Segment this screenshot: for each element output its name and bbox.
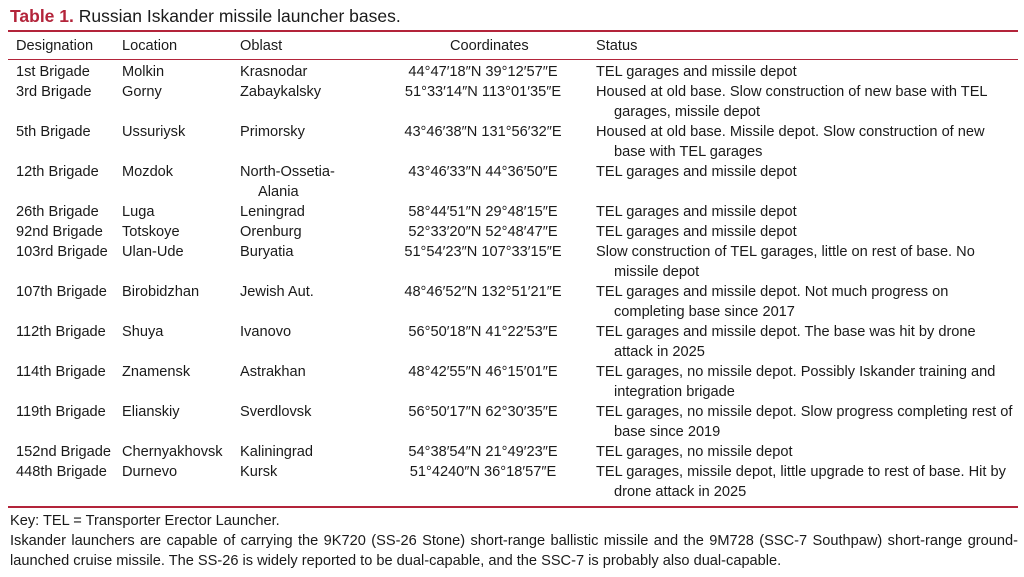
cell-oblast: North-Ossetia-Alania [240,164,335,200]
cell-status: TEL garages and missile depot [596,64,797,80]
cell-status: TEL garages and missile depot. Not much progress on completing base since 2017 [596,284,949,320]
column-header-oblast: Oblast [240,38,283,54]
cell-oblast: Buryatia [240,244,294,260]
cell-status: Housed at old base. Slow construction of new base with TEL garages, missile depot [596,84,988,120]
table-body [8,59,1018,502]
cell-coordinates: 52°33′20″N 52°48′47″E [408,224,558,240]
cell-coordinates: 48°42′55″N 46°15′01″E [408,364,558,380]
cell-coordinates: 51°33′14″N 113°01′35″E [404,84,562,100]
cell-oblast: Zabaykalsky [240,84,322,100]
cell-coordinates: 48°46′52″N 132°51′21″E [404,284,562,300]
column-header-coordinates: Coordinates [450,38,529,54]
cell-location: Znamensk [122,364,191,380]
cell-oblast: Krasnodar [240,64,308,80]
cell-location: Totskoye [122,224,180,240]
cell-status: TEL garages, no missile depot [596,444,793,460]
note-key: Key: TEL = Transporter Erector Launcher. [10,513,280,529]
column-header-status: Status [596,38,638,54]
table-notes [10,511,1018,571]
cell-coordinates: 43°46′33″N 44°36′50″E [408,164,558,180]
cell-coordinates: 51°4240″N 36°18′57″E [409,464,557,480]
cell-location: Gorny [122,84,162,100]
cell-status: Housed at old base. Missile depot. Slow construction of new base with TEL garages [596,124,985,160]
cell-coordinates: 54°38′54″N 21°49′23″E [408,444,558,460]
cell-location: Molkin [122,64,165,80]
table-title [10,4,401,28]
bases-table [8,33,1018,502]
cell-designation: 103rd Brigade [16,244,108,260]
cell-coordinates: 56°50′18″N 41°22′53″E [408,324,558,340]
cell-designation: 92nd Brigade [16,224,103,240]
cell-status: Slow construction of TEL garages, little on rest of base. No missile depot [596,244,975,280]
cell-designation: 26th Brigade [16,204,99,220]
cell-coordinates: 58°44′51″N 29°48′15″E [408,204,558,220]
cell-designation: 152nd Brigade [16,444,111,460]
table-row [8,442,1018,462]
cell-oblast: Kursk [240,464,278,480]
cell-designation: 1st Brigade [16,64,90,80]
table-row [8,162,1018,202]
cell-coordinates: 51°54′23″N 107°33′15″E [404,244,562,260]
cell-location: Luga [122,204,155,220]
table-header-row [8,33,1018,59]
cell-coordinates: 56°50′17″N 62°30′35″E [408,404,558,420]
cell-status: TEL garages, no missile depot. Possibly Iskander training and integration brigade [596,364,996,400]
table-bottom-rule [8,506,1018,508]
cell-status: TEL garages and missile depot. The base was hit by drone attack in 2025 [596,324,976,360]
table-row [8,462,1018,502]
cell-location: Ulan-Ude [122,244,184,260]
column-header-location: Location [122,38,178,54]
table-top-rule [8,30,1018,32]
table-row [8,362,1018,402]
cell-location: Shuya [122,324,164,340]
cell-oblast: Ivanovo [240,324,292,340]
table-row [8,242,1018,282]
cell-oblast: Jewish Aut. [240,284,314,300]
cell-location: Ussuriysk [122,124,186,140]
cell-designation: 448th Brigade [16,464,107,480]
table-row [8,122,1018,162]
cell-designation: 3rd Brigade [16,84,92,100]
cell-location: Elianskiy [122,404,180,420]
cell-designation: 114th Brigade [16,364,106,380]
column-header-designation: Designation [16,38,94,54]
table-title-text: Russian Iskander missile launcher bases. [78,6,401,26]
cell-oblast: Kaliningrad [240,444,314,460]
cell-oblast: Leningrad [240,204,305,220]
cell-location: Chernyakhovsk [122,444,223,460]
cell-location: Mozdok [122,164,174,180]
cell-designation: 5th Brigade [16,124,91,140]
table-row [8,82,1018,122]
table-title-label: Table 1. [10,6,74,26]
cell-designation: 112th Brigade [16,324,106,340]
table-row [8,222,1018,242]
cell-status: TEL garages and missile depot [596,204,797,220]
cell-location: Birobidzhan [122,284,200,300]
cell-designation: 107th Brigade [16,284,107,300]
cell-status: TEL garages, missile depot, little upgrade to rest of base. Hit by drone attack in 2025 [596,464,1006,500]
cell-status: TEL garages and missile depot [596,224,797,240]
cell-status: TEL garages, no missile depot. Slow progress completing rest of base since 2019 [596,404,1013,440]
cell-coordinates: 44°47′18″N 39°12′57″E [408,64,558,80]
cell-oblast: Primorsky [240,124,305,140]
cell-oblast: Orenburg [240,224,302,240]
note-body: Iskander launchers are capable of carrying the 9K720 (SS-26 Stone) short-range ballistic missile and the 9M728 (SSC-7 Southpaw) short-range ground-launched cruise missile. The SS-26 is widely reported to be dual-capable, and the SSC-7 is probably also dual-capable. [10,533,1018,569]
cell-oblast: Sverdlovsk [240,404,312,420]
cell-designation: 119th Brigade [16,404,106,420]
table-row [8,59,1018,82]
cell-designation: 12th Brigade [16,164,99,180]
table-row [8,282,1018,322]
table-row [8,322,1018,362]
table-row [8,202,1018,222]
cell-oblast: Astrakhan [240,364,306,380]
cell-location: Durnevo [122,464,178,480]
cell-status: TEL garages and missile depot [596,164,797,180]
cell-coordinates: 43°46′38″N 131°56′32″E [404,124,562,140]
table-row [8,402,1018,442]
